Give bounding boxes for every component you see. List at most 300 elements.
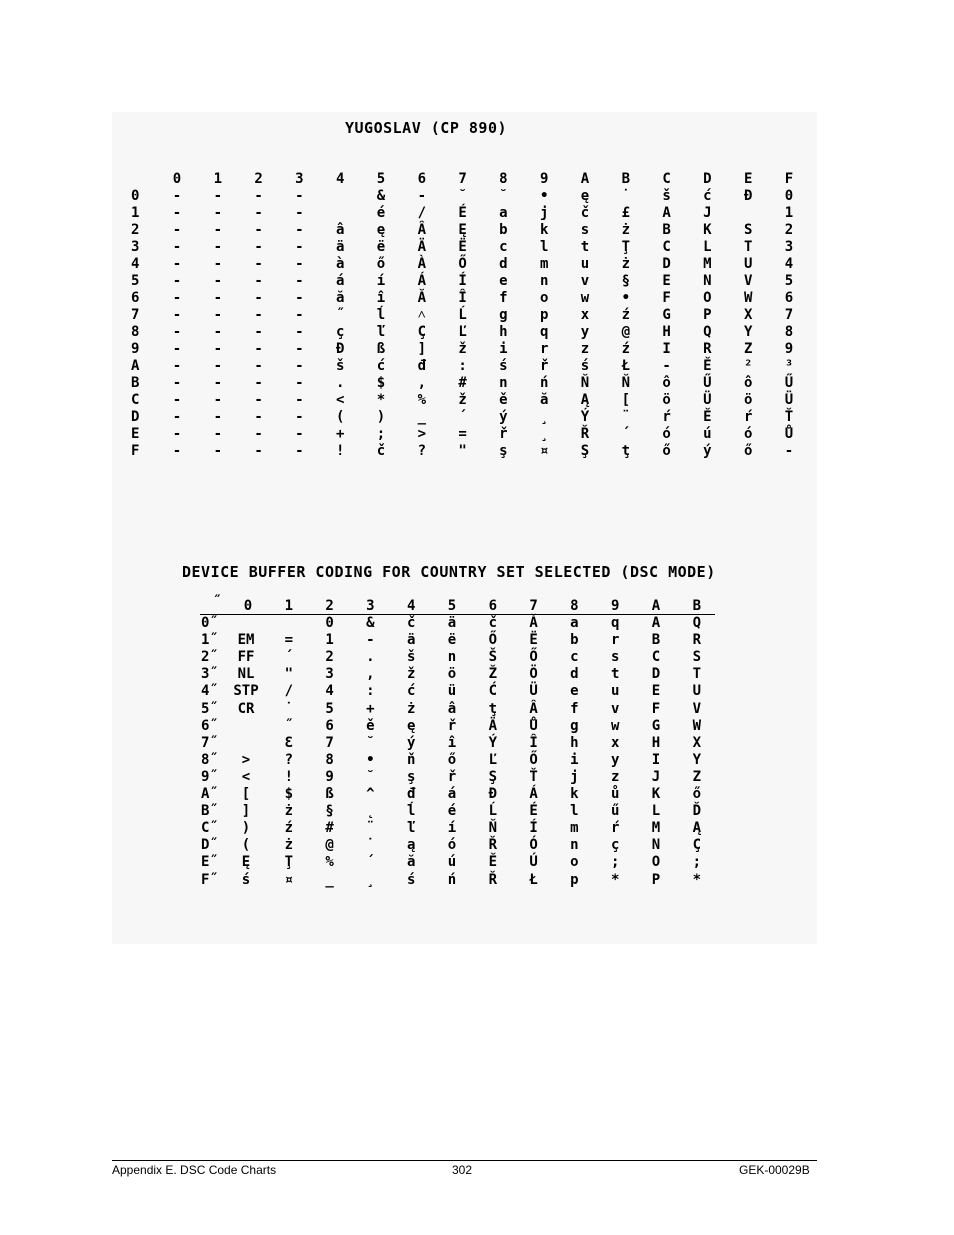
table2-cell: i xyxy=(570,751,579,768)
table2-cell: Ü xyxy=(529,683,538,700)
table1-cell: ( xyxy=(335,409,345,425)
table1-cell: ˄ xyxy=(417,307,426,323)
table1-cell: A xyxy=(662,205,671,221)
table1-cell: - xyxy=(213,256,223,272)
table2-cell: ´ xyxy=(284,649,294,666)
table1-cell: 3 xyxy=(784,239,794,255)
table1-cell: W xyxy=(743,290,753,306)
table2-cell: # xyxy=(325,820,334,837)
table1-cell: é xyxy=(376,205,386,221)
page-number: 302 xyxy=(452,1163,473,1177)
table2-cell: n xyxy=(570,837,579,854)
table2-col-header: A xyxy=(651,598,661,614)
table2-cell: ă xyxy=(406,854,416,871)
table2-col-header: 1 xyxy=(284,598,294,614)
table2-cell: 5 xyxy=(325,700,334,717)
table1-cell: ż xyxy=(621,222,631,238)
table2-cell: Ţ xyxy=(284,854,294,871)
table1-col-header: 0 xyxy=(172,171,182,187)
table2-cell: T xyxy=(692,666,702,683)
table2-cell: CR xyxy=(237,700,255,717)
table2-col-header: 2 xyxy=(325,598,334,614)
table2-cell: ˙ xyxy=(366,837,375,854)
table1-cell: r xyxy=(539,341,549,357)
table1-cell: - xyxy=(213,358,223,374)
table2-cell: Đ xyxy=(488,786,498,802)
table1-cell: j xyxy=(539,205,549,221)
table1-cell: ! xyxy=(335,443,345,459)
table2-cell: ç xyxy=(610,837,620,854)
table2-cell: đ xyxy=(406,786,416,802)
table2-cell: j xyxy=(570,768,579,785)
table2-cell: Ć xyxy=(488,683,498,700)
table2-cell: á xyxy=(447,786,457,802)
table2-cell: O xyxy=(651,854,661,871)
table2-cell: ^ xyxy=(366,786,375,802)
table1-cell: 1 xyxy=(784,205,794,221)
table2-cell: % xyxy=(325,854,334,871)
table1-cell: - xyxy=(172,358,182,374)
table2-cell: ĺ xyxy=(406,803,416,820)
table2-cell: Z xyxy=(692,768,702,785)
table2-cell: 9 xyxy=(325,768,334,785)
table1-cell: - xyxy=(254,290,263,306)
table2-row-header: D˝ xyxy=(201,837,218,854)
table1-cell xyxy=(734,205,762,222)
table2-cell: z xyxy=(610,768,620,785)
table2-cell: " xyxy=(284,666,294,683)
table2-cell: ) xyxy=(241,820,251,837)
table2-cell: Ł xyxy=(529,871,538,888)
table1-cell: ë xyxy=(376,239,386,255)
table1-row-header: 8 xyxy=(131,324,140,340)
table1-cell: @ xyxy=(621,324,631,340)
table2-cell: 7 xyxy=(325,734,334,751)
table1-cell: Y xyxy=(743,324,753,340)
table1-cell: q xyxy=(539,324,549,340)
table2-cell: N xyxy=(651,837,661,854)
table2-cell: ¸ xyxy=(366,871,375,888)
table2-cell: ţ xyxy=(488,700,498,717)
table1-cell: ä xyxy=(335,239,345,255)
table1-cell: - xyxy=(172,409,182,425)
table1-cell: - xyxy=(295,426,304,442)
table1-cell: < xyxy=(335,392,345,408)
table1-cell: Z xyxy=(743,341,753,357)
table1-col-header: 9 xyxy=(539,171,549,187)
table1-cell: / xyxy=(417,205,427,221)
table2-cell: 3 xyxy=(325,666,334,683)
table1-cell: G xyxy=(662,307,671,323)
table2-cell: ň xyxy=(406,751,416,768)
table2-col-header: 7 xyxy=(529,598,538,614)
table1-row-header: B xyxy=(131,375,140,391)
table1-cell: Ř xyxy=(580,426,590,442)
table1-row-header: 1 xyxy=(131,205,140,221)
table1-cell: ¸ xyxy=(539,426,549,442)
table1-cell: i xyxy=(499,341,508,357)
table1-cell: ŕ xyxy=(743,409,753,425)
table1-cell: Ç xyxy=(417,324,427,340)
table1-col-header: C xyxy=(662,171,671,187)
table2-cell: & xyxy=(366,615,375,631)
table2-cell: . xyxy=(366,649,375,666)
table1-cell: Ü xyxy=(784,392,794,408)
table2-cell: + xyxy=(366,700,375,717)
table2-cell: ř xyxy=(447,717,457,734)
table1-cell: Ş xyxy=(580,443,590,459)
table2-cell: q xyxy=(610,615,620,631)
table1-cell: Ł xyxy=(621,358,631,374)
table1-cell: - xyxy=(254,273,263,289)
table1-cell: - xyxy=(254,222,263,238)
table2-cell: / xyxy=(284,683,294,700)
table1-cell: K xyxy=(703,222,712,238)
table1-cell: § xyxy=(621,273,631,289)
table1-cell: O xyxy=(703,290,712,306)
table1-cell: Ă xyxy=(417,290,427,306)
table1-cell: F xyxy=(662,290,671,306)
table1-row-header: 4 xyxy=(131,256,140,272)
table1-cell: ˙ xyxy=(621,188,631,204)
table2-row-header: C˝ xyxy=(201,820,218,837)
table1-cell: - xyxy=(172,273,182,289)
table2-row-header: 9˝ xyxy=(201,768,218,785)
table2-cell: Ő xyxy=(488,632,498,649)
table1-cell: b xyxy=(499,222,508,238)
table2-row-header: 1˝ xyxy=(201,632,218,649)
table2-cell: Ę xyxy=(241,854,251,871)
table1-cell: . xyxy=(335,375,345,391)
table1-cell: - xyxy=(213,443,223,459)
table1-cell: v xyxy=(580,273,590,289)
table1-cell: u xyxy=(580,256,590,272)
table2-cell: G xyxy=(651,717,661,734)
table1-cell: - xyxy=(417,188,427,204)
table1-cell: - xyxy=(295,222,304,238)
table1-cell: - xyxy=(254,256,263,272)
table2-cell: Ą xyxy=(692,820,702,837)
table2-corner-mark: ˝ xyxy=(212,594,222,610)
table1-col-header: E xyxy=(743,171,753,187)
table1-cell: - xyxy=(172,341,182,357)
table1-cell: Ő xyxy=(458,256,467,272)
table2-col-header: 8 xyxy=(570,598,579,614)
table2-cell: Ó xyxy=(529,837,538,854)
table2-cell: D xyxy=(651,666,661,683)
table1-cell: ¨ xyxy=(621,409,631,425)
table1-col-header: 1 xyxy=(213,171,223,187)
table2-row-header: 2˝ xyxy=(201,649,218,666)
table2-cell: § xyxy=(325,803,334,820)
table1-row-header: 5 xyxy=(131,273,140,289)
table2-cell: ę xyxy=(406,717,416,734)
table2-cell: u xyxy=(610,683,620,700)
table1-cell: a xyxy=(499,205,508,221)
table1-cell: Ę xyxy=(458,222,467,238)
table1-cell: - xyxy=(172,239,182,255)
table2-cell: R xyxy=(692,632,702,649)
table2-cell: M xyxy=(651,820,661,837)
table1-cell: ˘ xyxy=(499,188,508,204)
table1-cell: ă xyxy=(539,392,549,408)
table2-cell: É xyxy=(529,803,538,820)
table1-cell: ś xyxy=(499,358,508,374)
table2-cell: ś xyxy=(241,871,251,888)
table1-row-header: A xyxy=(131,358,140,374)
table1-cell xyxy=(326,188,354,205)
table2-cell xyxy=(232,718,260,735)
table1-col-header: B xyxy=(621,171,631,187)
table2-cell: * xyxy=(692,871,702,888)
table1-cell: B xyxy=(662,222,671,238)
table1-cell: : xyxy=(458,358,467,374)
table1-cell: Î xyxy=(458,290,467,306)
footer-right: GEK-00029B xyxy=(739,1163,810,1177)
table1-col-header: 8 xyxy=(499,171,508,187)
table1-cell: - xyxy=(295,239,304,255)
table1-cell: Á xyxy=(417,273,427,289)
table2-cell: ˛ xyxy=(366,803,375,820)
table2-cell: ő xyxy=(447,751,457,768)
table2-row-header: E˝ xyxy=(201,854,218,871)
table2-cell: A xyxy=(651,615,661,631)
table2-cell: Ř xyxy=(488,837,498,854)
table2-cell: s xyxy=(610,649,620,666)
table1-cell: ě xyxy=(499,392,508,408)
table2-cell: ! xyxy=(284,768,294,785)
table1-cell: à xyxy=(335,256,345,272)
table1-cell: - xyxy=(172,324,182,340)
table1-cell: + xyxy=(335,426,345,442)
table2-cell: • xyxy=(366,751,375,768)
table2-cell: ˘ xyxy=(366,734,375,751)
table1-cell: š xyxy=(662,188,671,204)
table1-cell: 2 xyxy=(784,222,794,238)
table2-cell: $ xyxy=(284,786,294,802)
table2-cell: Ä xyxy=(488,717,498,734)
table2-cell: Ă xyxy=(529,615,538,631)
table1-cell: % xyxy=(417,392,427,408)
table2-cell: Ş xyxy=(488,768,498,785)
table2-cell: 0 xyxy=(325,615,334,631)
table1-cell: Ů xyxy=(784,426,794,442)
table2-row-header: 4˝ xyxy=(201,683,218,700)
table2-cell: E xyxy=(651,683,661,700)
table2-cell: Ů xyxy=(529,717,538,734)
table1-col-header: F xyxy=(784,171,794,187)
table2-cell: ź xyxy=(284,820,294,837)
table2-cell: ä xyxy=(447,615,457,631)
table2-cell: í xyxy=(447,820,457,837)
table1-cell: # xyxy=(458,375,467,391)
table1-cell: > xyxy=(417,426,427,442)
table1-cell: n xyxy=(539,273,549,289)
table1-cell: ² xyxy=(743,358,753,374)
table2-cell: EM xyxy=(237,632,255,649)
table1-cell: * xyxy=(376,392,386,408)
table1-cell: J xyxy=(703,205,712,221)
table2-cell: Ë xyxy=(529,632,538,649)
table2-cell: B xyxy=(651,632,661,649)
table1-cell: ż xyxy=(621,256,631,272)
table2-row-header: A˝ xyxy=(201,786,218,802)
table2-cell: r xyxy=(610,632,620,649)
table1-cell: ú xyxy=(703,426,712,442)
table1-cell: E xyxy=(662,273,671,289)
table2-cell: ö xyxy=(447,666,457,683)
table1-cell: " xyxy=(458,443,467,459)
table1-cell: - xyxy=(254,375,263,391)
table2-cell: H xyxy=(651,734,661,751)
table2-cell: _ xyxy=(325,871,334,888)
table1-cell: ] xyxy=(417,341,427,357)
table2-cell: Q xyxy=(692,615,702,631)
table1-cell: ź xyxy=(621,307,631,323)
table2-cell: V xyxy=(692,700,702,717)
table1-cell: N xyxy=(703,273,712,289)
table1-cell: [ xyxy=(621,392,631,408)
table1-row-header: 3 xyxy=(131,239,140,255)
table1-cell: ľ xyxy=(376,324,386,340)
table1-cell: - xyxy=(295,324,304,340)
table1-cell: Ň xyxy=(621,375,631,391)
table1-cell: ´ xyxy=(458,409,467,425)
table1-cell: - xyxy=(295,409,304,425)
table1-cell: - xyxy=(295,375,304,391)
table1-cell: d xyxy=(499,256,508,272)
table2-cell: 2 xyxy=(325,649,334,666)
table2-cell: ž xyxy=(406,666,416,683)
table2-cell: ć xyxy=(406,683,416,700)
table2-cell: y xyxy=(610,751,620,768)
table1-cell: n xyxy=(499,375,508,391)
table2-cell: U xyxy=(692,683,702,700)
table2-cell: K xyxy=(651,786,661,802)
table2-cell: L xyxy=(651,803,661,820)
table1-cell: Ý xyxy=(580,409,590,425)
table1-cell: Ü xyxy=(703,392,712,408)
table2-cell: č xyxy=(406,615,416,631)
table2-cell: ë xyxy=(447,632,457,649)
table1-row-header: F xyxy=(131,443,140,459)
table1-cell: Í xyxy=(458,273,467,289)
table1-cell: - xyxy=(295,188,304,204)
table1-row-header: D xyxy=(131,409,140,425)
table1-cell: p xyxy=(539,307,549,323)
table2-cell: f xyxy=(570,700,579,717)
table1-cell: ń xyxy=(539,375,549,391)
table2-cell: [ xyxy=(241,786,251,802)
table1-cell: - xyxy=(213,426,223,442)
table1-cell: ă xyxy=(335,290,345,306)
table2-cell: ä xyxy=(406,632,416,649)
table1-cell: - xyxy=(295,205,304,221)
table1-cell: Ě xyxy=(703,409,712,425)
table1-cell: ę xyxy=(376,222,386,238)
table2-cell: c xyxy=(570,649,579,666)
table2-cell: Â xyxy=(529,700,538,717)
table2-cell: ó xyxy=(447,837,457,854)
table1-cell: £ xyxy=(621,205,631,221)
table1-cell: h xyxy=(499,324,508,340)
table1-cell: - xyxy=(172,205,182,221)
table2-cell: a xyxy=(570,615,579,631)
table1-cell: À xyxy=(417,256,427,272)
table1-cell: ş xyxy=(499,443,508,459)
table2-cell: n xyxy=(447,649,457,666)
table2-cell: ľ xyxy=(406,820,416,837)
table1-cell: ó xyxy=(662,426,671,442)
table2-col-header: 6 xyxy=(488,598,498,614)
table1-cell: w xyxy=(580,290,590,306)
table1-cell: ź xyxy=(621,341,631,357)
table1-cell: ć xyxy=(376,358,386,374)
table1-row-header: 6 xyxy=(131,290,140,306)
table1-cell: ˘ xyxy=(458,188,467,204)
table1-cell: • xyxy=(539,188,549,204)
table1-cell: Đ xyxy=(335,341,345,357)
table2-cell: F xyxy=(651,700,661,717)
table1-cell: c xyxy=(499,239,508,255)
table2-row-header: 3˝ xyxy=(201,666,218,683)
table2-cell: Ő xyxy=(529,649,538,666)
table1-cell: - xyxy=(295,443,304,459)
table1-cell: - xyxy=(213,273,223,289)
table2-cell: ˝ xyxy=(284,717,294,734)
table1-cell: L xyxy=(703,239,712,255)
table1-cell: - xyxy=(295,273,304,289)
table1-cell: ; xyxy=(376,426,386,442)
table2-col-header: B xyxy=(692,598,702,614)
table1-cell: - xyxy=(295,392,304,408)
table1-cell: U xyxy=(743,256,753,272)
table2-cell: l xyxy=(570,803,579,820)
table1-cell: 9 xyxy=(784,341,794,357)
table1-cell: ³ xyxy=(784,358,794,374)
table2-cell: x xyxy=(610,734,620,751)
table2-cell: ý xyxy=(406,734,416,751)
table1-cell: - xyxy=(254,341,263,357)
table1-cell: ý xyxy=(703,443,712,459)
table2-cell: NL xyxy=(237,666,255,683)
table2-col-header: 3 xyxy=(366,598,375,614)
table1-row-header: 2 xyxy=(131,222,140,238)
table1-cell: Â xyxy=(417,222,427,238)
table1-cell: ¤ xyxy=(539,443,549,459)
table2-cell: C xyxy=(651,649,661,666)
table1-cell: m xyxy=(539,256,549,272)
table1-cell: o xyxy=(539,290,549,306)
table1-cell: ţ xyxy=(621,443,631,459)
table2-cell: ř xyxy=(447,768,457,785)
table2-cell: - xyxy=(366,632,375,649)
table2-cell: ş xyxy=(406,768,416,785)
table2-cell: , xyxy=(366,666,375,683)
table2-cell: h xyxy=(570,734,579,751)
table1-cell: S xyxy=(743,222,753,238)
table1-cell: ç xyxy=(335,324,345,340)
table1-cell: Ĺ xyxy=(458,307,467,323)
table2-cell: S xyxy=(692,649,702,666)
table1-cell: - xyxy=(295,358,304,374)
table1-cell: - xyxy=(254,324,263,340)
table2-cell: ß xyxy=(325,786,334,802)
table1-cell: P xyxy=(703,307,712,323)
table2-cell: J xyxy=(651,768,661,785)
table1-cell: ö xyxy=(662,392,671,408)
table1-cell: Ě xyxy=(703,358,712,374)
